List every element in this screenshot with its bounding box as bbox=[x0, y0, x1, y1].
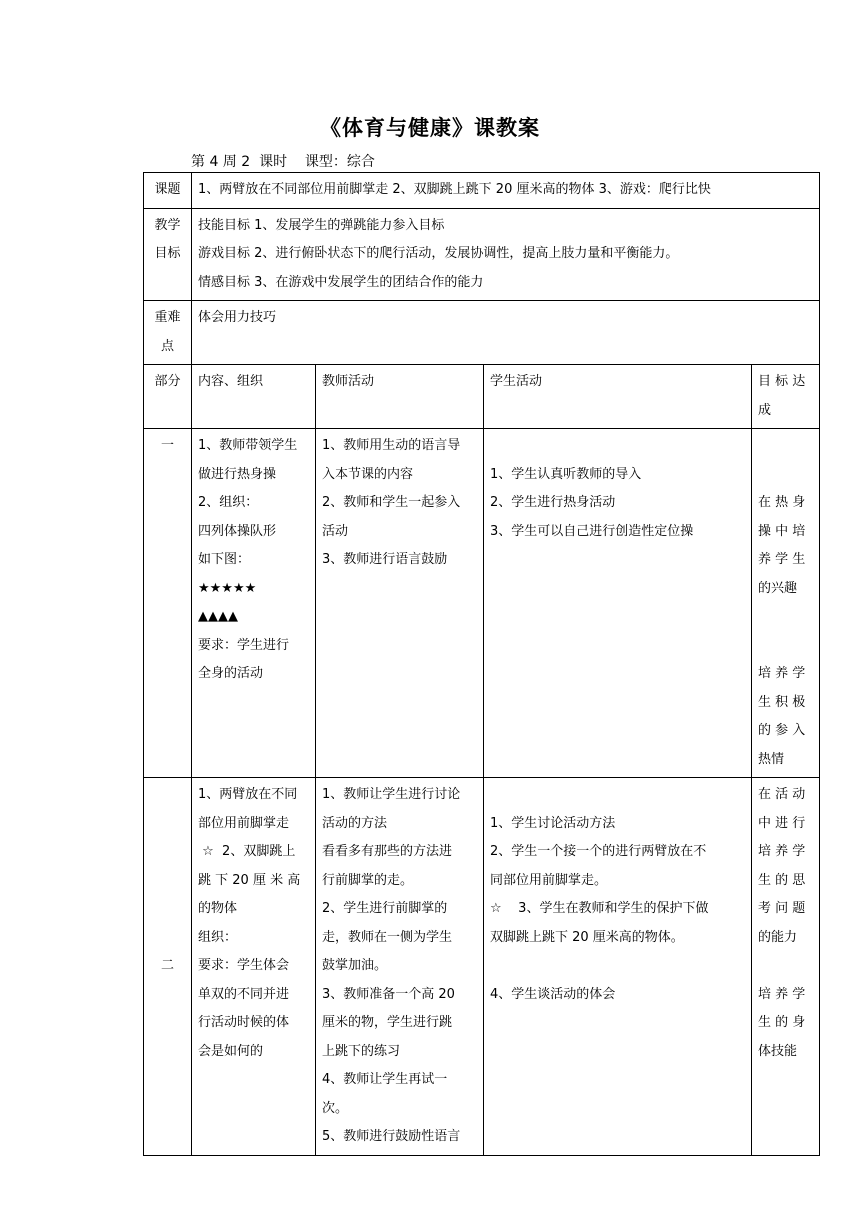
cell-line: ▲▲▲▲ bbox=[198, 609, 238, 624]
cell-line: 养 学 生 bbox=[758, 552, 806, 567]
teacher-cell bbox=[316, 778, 484, 1156]
teacher-cell bbox=[316, 429, 484, 778]
cell-line: 培 养 学 bbox=[758, 666, 806, 681]
cell-line: 厘米的物，学生进行跳 bbox=[322, 1015, 453, 1030]
content-cell bbox=[192, 778, 316, 1156]
header-student: 学生活动 bbox=[484, 365, 752, 429]
lesson-plan-table bbox=[143, 172, 820, 1156]
goal-line: 游戏目标 2、进行俯卧状态下的爬行活动，发展协调性，提高上肢力量和平衡能力。 bbox=[198, 246, 679, 261]
cell-line: 3、学生可以自己进行创造性定位操 bbox=[490, 523, 694, 539]
part-number: 二 bbox=[144, 778, 192, 1156]
header-goal-line: 成 bbox=[758, 402, 772, 418]
section-row bbox=[144, 429, 820, 778]
cell-line: 在 热 身 bbox=[758, 495, 806, 510]
cell-line: ★★★★★ bbox=[198, 580, 257, 596]
cell-line: 组织： bbox=[198, 929, 238, 945]
section-row bbox=[144, 778, 820, 1156]
cell-line: 3、教师准备一个高 20 bbox=[322, 986, 455, 1002]
cell-line: 生 积 极 bbox=[758, 694, 806, 710]
cell-line: 要求：学生体会 bbox=[198, 958, 290, 973]
cell-line: 鼓掌加油。 bbox=[322, 958, 388, 973]
cell-line: 看看多有那些的方法进 bbox=[322, 844, 453, 859]
cell-line: 四列体操队形 bbox=[198, 523, 277, 539]
key-points-label-line: 重难 bbox=[154, 310, 181, 325]
cell-line bbox=[490, 952, 745, 981]
cell-line: 的能力 bbox=[758, 929, 798, 945]
header-row bbox=[144, 365, 820, 429]
cell-line bbox=[758, 952, 813, 981]
cell-line bbox=[758, 461, 813, 490]
cell-line: 同部位用前脚掌走。 bbox=[490, 872, 608, 888]
goals-label-line: 教学 bbox=[154, 217, 181, 233]
cell-line: 活动 bbox=[322, 523, 349, 539]
cell-line: 上跳下的练习 bbox=[322, 1043, 401, 1059]
cell-line: 跳 下 20 厘 米 高 bbox=[198, 872, 301, 888]
cell-line: 单双的不同并进 bbox=[198, 986, 290, 1002]
cell-line bbox=[758, 603, 813, 632]
cell-line: 2、教师和学生一起参入 bbox=[322, 495, 461, 510]
cell-line: 考 问 题 bbox=[758, 901, 806, 916]
goal-cell bbox=[752, 429, 820, 778]
cell-line: 2、学生进行前脚掌的 bbox=[322, 901, 448, 916]
cell-line: 5、教师进行鼓励性语言 bbox=[322, 1129, 461, 1144]
cell-line: 培 养 学 bbox=[758, 986, 806, 1002]
cell-line: 2、组织： bbox=[198, 495, 259, 510]
cell-line: 4、学生谈活动的体会 bbox=[490, 986, 616, 1002]
cell-line bbox=[490, 781, 745, 810]
key-points-text: 体会用力技巧 bbox=[192, 301, 820, 365]
cell-line: 生 的 身 bbox=[758, 1015, 806, 1030]
goals-text bbox=[192, 208, 820, 301]
goals-row bbox=[144, 208, 820, 301]
student-cell bbox=[484, 778, 752, 1156]
key-points-row bbox=[144, 301, 820, 365]
student-cell bbox=[484, 429, 752, 778]
cell-line: 中 进 行 bbox=[758, 815, 806, 831]
cell-line: 要求：学生进行 bbox=[198, 637, 290, 653]
cell-line: 行活动时候的体 bbox=[198, 1015, 290, 1030]
document-title: 《体育与健康》课教案 bbox=[320, 116, 540, 140]
cell-line: 双脚跳上跳下 20 厘米高的物体。 bbox=[490, 929, 684, 945]
cell-line bbox=[758, 432, 813, 461]
key-points-label bbox=[144, 301, 192, 365]
goals-label-line: 目标 bbox=[154, 246, 181, 261]
cell-line: 1、学生讨论活动方法 bbox=[490, 815, 616, 831]
goals-label bbox=[144, 208, 192, 301]
cell-line: 次。 bbox=[322, 1100, 349, 1116]
cell-line: 操 中 培 bbox=[758, 523, 806, 539]
goal-line: 技能目标 1、发展学生的弹跳能力参入目标 bbox=[198, 217, 445, 233]
content-cell bbox=[192, 429, 316, 778]
cell-line bbox=[490, 432, 745, 461]
cell-line: 1、两臂放在不同 bbox=[198, 787, 298, 802]
cell-line: 的物体 bbox=[198, 901, 238, 916]
cell-line: 3、教师进行语言鼓励 bbox=[322, 552, 448, 567]
cell-line: 在 活 动 bbox=[758, 787, 806, 802]
topic-row bbox=[144, 173, 820, 209]
header-teacher: 教师活动 bbox=[316, 365, 484, 429]
cell-line: ☆ 2、双脚跳上 bbox=[198, 844, 296, 859]
header-goal-line: 目 标 达 bbox=[758, 374, 806, 389]
goal-cell bbox=[752, 778, 820, 1156]
cell-line: 部位用前脚掌走 bbox=[198, 815, 290, 831]
part-number: 一 bbox=[144, 429, 192, 778]
cell-line: 如下图： bbox=[198, 552, 251, 567]
cell-line: 1、学生认真听教师的导入 bbox=[490, 466, 642, 482]
cell-line: 1、教师带领学生 bbox=[198, 438, 298, 453]
cell-line: 生 的 思 bbox=[758, 872, 806, 888]
goal-line: 情感目标 3、在游戏中发展学生的团结合作的能力 bbox=[198, 274, 484, 290]
cell-line: 4、教师让学生再试一 bbox=[322, 1072, 448, 1087]
cell-line: 走，教师在一侧为学生 bbox=[322, 929, 453, 945]
cell-line: 行前脚掌的走。 bbox=[322, 872, 414, 888]
cell-line: 活动的方法 bbox=[322, 815, 388, 831]
cell-line bbox=[758, 632, 813, 661]
cell-line: 热情 bbox=[758, 751, 785, 767]
topic-text: 1、两臂放在不同部位用前脚掌走 2、双脚跳上跳下 20 厘米高的物体 3、游戏：爬行比快 bbox=[192, 173, 820, 209]
header-part: 部分 bbox=[144, 365, 192, 429]
cell-line: 2、学生一个接一个的进行两臂放在不 bbox=[490, 844, 707, 859]
cell-line: 全身的活动 bbox=[198, 666, 264, 681]
cell-line: ☆ 3、学生在教师和学生的保护下做 bbox=[490, 901, 709, 916]
topic-label: 课题 bbox=[144, 173, 192, 209]
cell-line: 1、教师让学生进行讨论 bbox=[322, 787, 461, 802]
cell-line: 体技能 bbox=[758, 1043, 798, 1059]
header-content: 内容、组织 bbox=[192, 365, 316, 429]
cell-line: 做进行热身操 bbox=[198, 466, 277, 482]
cell-line: 1、教师用生动的语言导 bbox=[322, 438, 461, 453]
cell-line: 的兴趣 bbox=[758, 580, 798, 596]
cell-line: 2、学生进行热身活动 bbox=[490, 495, 616, 510]
key-points-label-line: 点 bbox=[160, 338, 174, 354]
cell-line: 会是如何的 bbox=[198, 1043, 264, 1059]
lesson-subtitle: 第 4 周 2 课时 课型：综合 bbox=[191, 154, 375, 170]
cell-line: 培 养 学 bbox=[758, 844, 806, 859]
header-goal bbox=[752, 365, 820, 429]
cell-line: 的 参 入 bbox=[758, 723, 806, 738]
cell-line: 入本节课的内容 bbox=[322, 466, 414, 482]
